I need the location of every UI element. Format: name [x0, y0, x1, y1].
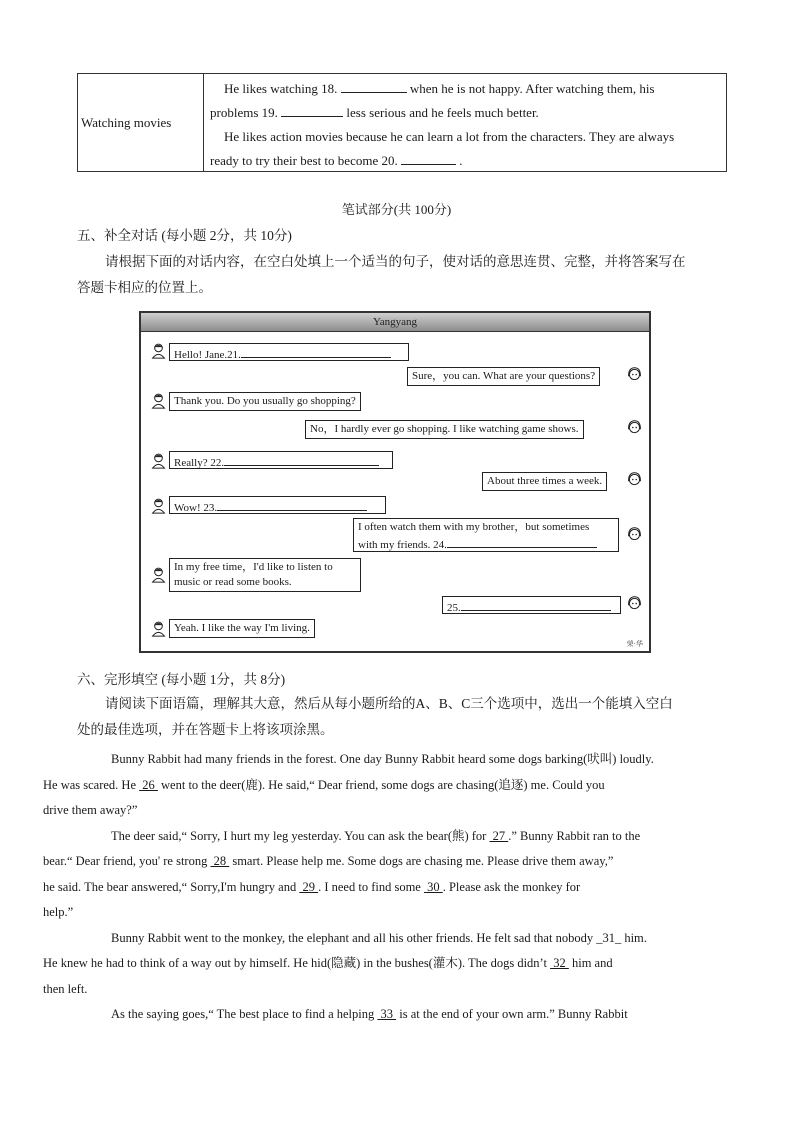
chat-message-22: Really? 22. — [169, 451, 393, 469]
blank-23[interactable] — [217, 498, 367, 511]
blank-32[interactable]: 32 — [550, 956, 569, 970]
table-line-3: He likes action movies because he can learn a lot from the characters. They are always — [224, 129, 675, 144]
table-line-4: ready to try their best to become 20. . — [210, 149, 722, 173]
paragraph-2: The deer said,“ Sorry, I hurt my leg yesterday. You can ask the bear(熊) for 27 .” Bunny Rabbit ran to the bear.“ Dear friend, you' re strong 28 smart. Please help me. Some dogs are chasing me. Please drive them away,” he said. The bear answered,“ Sorry,I'm hungry and 29 . I need to find some 30 . Please ask the monkey for help.” — [43, 828, 641, 919]
boy-avatar-icon — [150, 497, 167, 514]
boy-avatar-icon — [150, 620, 167, 637]
chat-message-25: 25. — [442, 596, 621, 614]
part6-heading: 六、完形填空 (每小题 1分，共 8分) — [77, 672, 286, 687]
chat-dialogue-figure — [139, 311, 651, 653]
part5-instructions: 请根据下面的对话内容，在空白处填上一个适当的句子，使对话的意思连贯、完整，并将答案写在 答题卡相应的位置上。 — [77, 254, 686, 295]
table-content-cell — [204, 74, 726, 171]
table-line-1: He likes watching 18. when he is not happy. After watching them, his — [210, 77, 722, 101]
boy-avatar-icon — [150, 452, 167, 469]
boy-avatar-icon — [150, 392, 167, 409]
girl-avatar-icon — [626, 419, 643, 436]
cloze-passage — [43, 747, 717, 1028]
girl-avatar-icon — [626, 366, 643, 383]
chat-message-23: Wow! 23. — [169, 496, 386, 514]
blank-29[interactable]: 29 — [299, 879, 319, 894]
chat-message-4: No，I hardly ever go shopping. I like watching game shows. — [305, 420, 584, 439]
paragraph-4: As the saying goes,“ The best place to find a helping 33 is at the end of your own arm.” Bunny Rabbit — [111, 1007, 628, 1021]
blank-27[interactable]: 27 — [489, 828, 509, 843]
table-line-2: problems 19. less serious and he feels much better. — [210, 101, 722, 125]
paragraph-3: Bunny Rabbit went to the monkey, the elephant and all his other friends. He felt sad that nobody _31_ him. He knew he had to think of a way out by himself. He hid(隐藏) in the bushes(灌木). The dogs didn’t 32 him and then left. — [43, 930, 647, 996]
blank-22[interactable] — [224, 453, 379, 466]
blank-19[interactable] — [281, 102, 343, 117]
blank-24[interactable] — [447, 535, 597, 548]
section-title: 笔试部分(共 100分) — [341, 202, 452, 217]
girl-avatar-icon — [626, 471, 643, 488]
chat-message-2: Sure，you can. What are your questions? — [407, 367, 600, 386]
watching-movies-table — [77, 73, 727, 172]
chat-message-9: In my free time，I'd like to listen to music or read some books. — [169, 558, 361, 592]
table-label-cell: Watching movies — [78, 74, 204, 171]
chat-message-24: I often watch them with my brother，but sometimes with my friends. 24. — [353, 518, 619, 552]
part6-instructions: 请阅读下面语篇，理解其大意，然后从每小题所给的A、B、C三个选项中，选出一个能填入空白 处的最佳选项，并在答题卡上将该项涂黑。 — [77, 696, 673, 737]
blank-33[interactable]: 33 — [377, 1007, 397, 1021]
chat-message-21: Hello! Jane.21. — [169, 343, 409, 361]
blank-21[interactable] — [241, 345, 391, 358]
chat-message-6: About three times a week. — [482, 472, 607, 491]
girl-avatar-icon — [626, 526, 643, 543]
boy-avatar-icon — [150, 566, 167, 583]
part5-heading: 五、补全对话 (每小题 2分，共 10分) — [77, 228, 292, 243]
chat-message-11: Yeah. I like the way I'm living. — [169, 619, 315, 638]
blank-18[interactable] — [341, 78, 407, 93]
chat-title: Yangyang — [141, 313, 649, 332]
blank-26[interactable]: 26 — [139, 777, 158, 792]
paragraph-1: Bunny Rabbit had many friends in the forest. One day Bunny Rabbit heard some dogs barking(吠叫) loudly. He was scared. He 26 went to the deer(鹿). He said,“ Dear friend, some dogs are chasing(追逐) me. Could you drive them away?” — [43, 752, 654, 817]
footer-mark: 荣·华 — [626, 640, 643, 648]
blank-30[interactable]: 30 — [423, 879, 443, 894]
boy-avatar-icon — [150, 342, 167, 359]
blank-25[interactable] — [461, 598, 611, 611]
blank-28[interactable]: 28 — [210, 854, 230, 868]
chat-message-3: Thank you. Do you usually go shopping? — [169, 392, 361, 411]
blank-20[interactable] — [401, 150, 456, 165]
girl-avatar-icon — [626, 595, 643, 612]
